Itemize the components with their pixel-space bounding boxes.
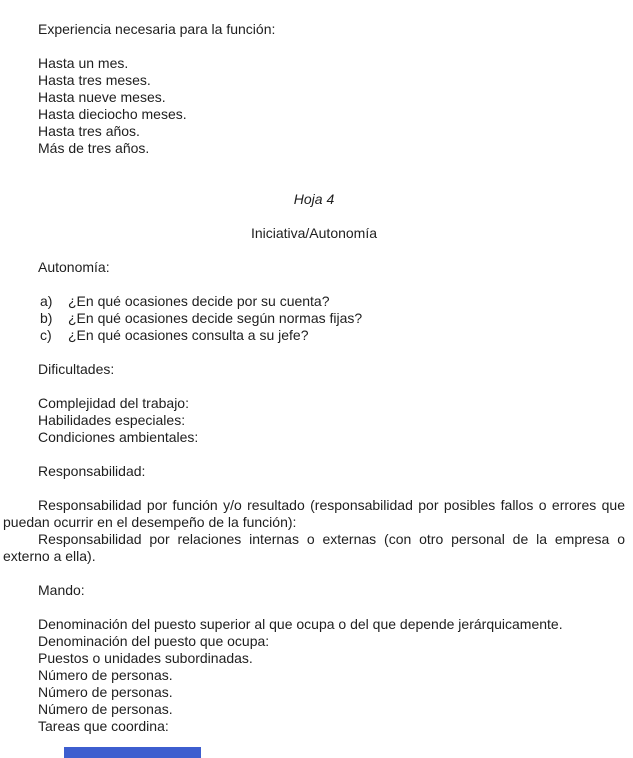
experience-options [3, 55, 625, 157]
command-item: Número de personas. [38, 684, 173, 700]
difficulties-items [3, 395, 625, 446]
autonomy-questions [3, 293, 625, 344]
command-item: Número de personas. [38, 667, 173, 683]
experience-option: Hasta un mes. [38, 55, 129, 71]
responsibility-heading: Responsabilidad: [38, 463, 146, 479]
command-items [3, 616, 625, 735]
command-heading: Mando: [38, 582, 85, 598]
difficulty-item: Complejidad del trabajo: [38, 395, 189, 411]
command-item: Puestos o unidades subordinadas. [38, 650, 253, 666]
autonomy-question [3, 327, 625, 344]
question-text: ¿En qué ocasiones decide según normas fijas? [68, 310, 363, 326]
sheet-label: Hoja 4 [293, 191, 335, 207]
experience-heading: Experiencia necesaria para la función: [38, 21, 276, 37]
responsibility-paragraph: Responsabilidad por función y/o resultado (responsabilidad por posibles fallos o errores que puedan ocurrir en el desempeño de la función): [3, 497, 625, 530]
autonomy-heading: Autonomía: [38, 259, 110, 275]
difficulty-item: Habilidades especiales: [38, 412, 186, 428]
experience-option: Hasta tres años. [38, 123, 140, 139]
command-item: Tareas que coordina: [38, 718, 169, 734]
list-marker: b) [40, 310, 53, 326]
difficulties-heading: Dificultades: [38, 361, 115, 377]
difficulty-item: Condiciones ambientales: [38, 429, 199, 445]
experience-option: Más de tres años. [38, 140, 150, 156]
experience-option: Hasta dieciocho meses. [38, 106, 187, 122]
responsibility-paragraph: Responsabilidad por relaciones internas o externas (con otro personal de la empresa o externo a ella). [3, 531, 625, 564]
list-marker: a) [40, 293, 53, 309]
command-item: Denominación del puesto que ocupa: [38, 633, 270, 649]
experience-option: Hasta tres meses. [38, 72, 151, 88]
sheet-title: Iniciativa/Autonomía [250, 225, 378, 241]
command-item: Denominación del puesto superior al que ocupa o del que depende jerárquicamente. [38, 616, 563, 632]
experience-option: Hasta nueve meses. [38, 89, 166, 105]
autonomy-question [3, 310, 625, 327]
question-text: ¿En qué ocasiones decide por su cuenta? [68, 293, 330, 309]
question-text: ¿En qué ocasiones consulta a su jefe? [68, 327, 309, 343]
autonomy-question [3, 293, 625, 310]
partial-blue-bar [64, 747, 201, 758]
list-marker: c) [40, 327, 52, 343]
responsibility-paragraphs [3, 497, 625, 565]
command-item: Número de personas. [38, 701, 173, 717]
